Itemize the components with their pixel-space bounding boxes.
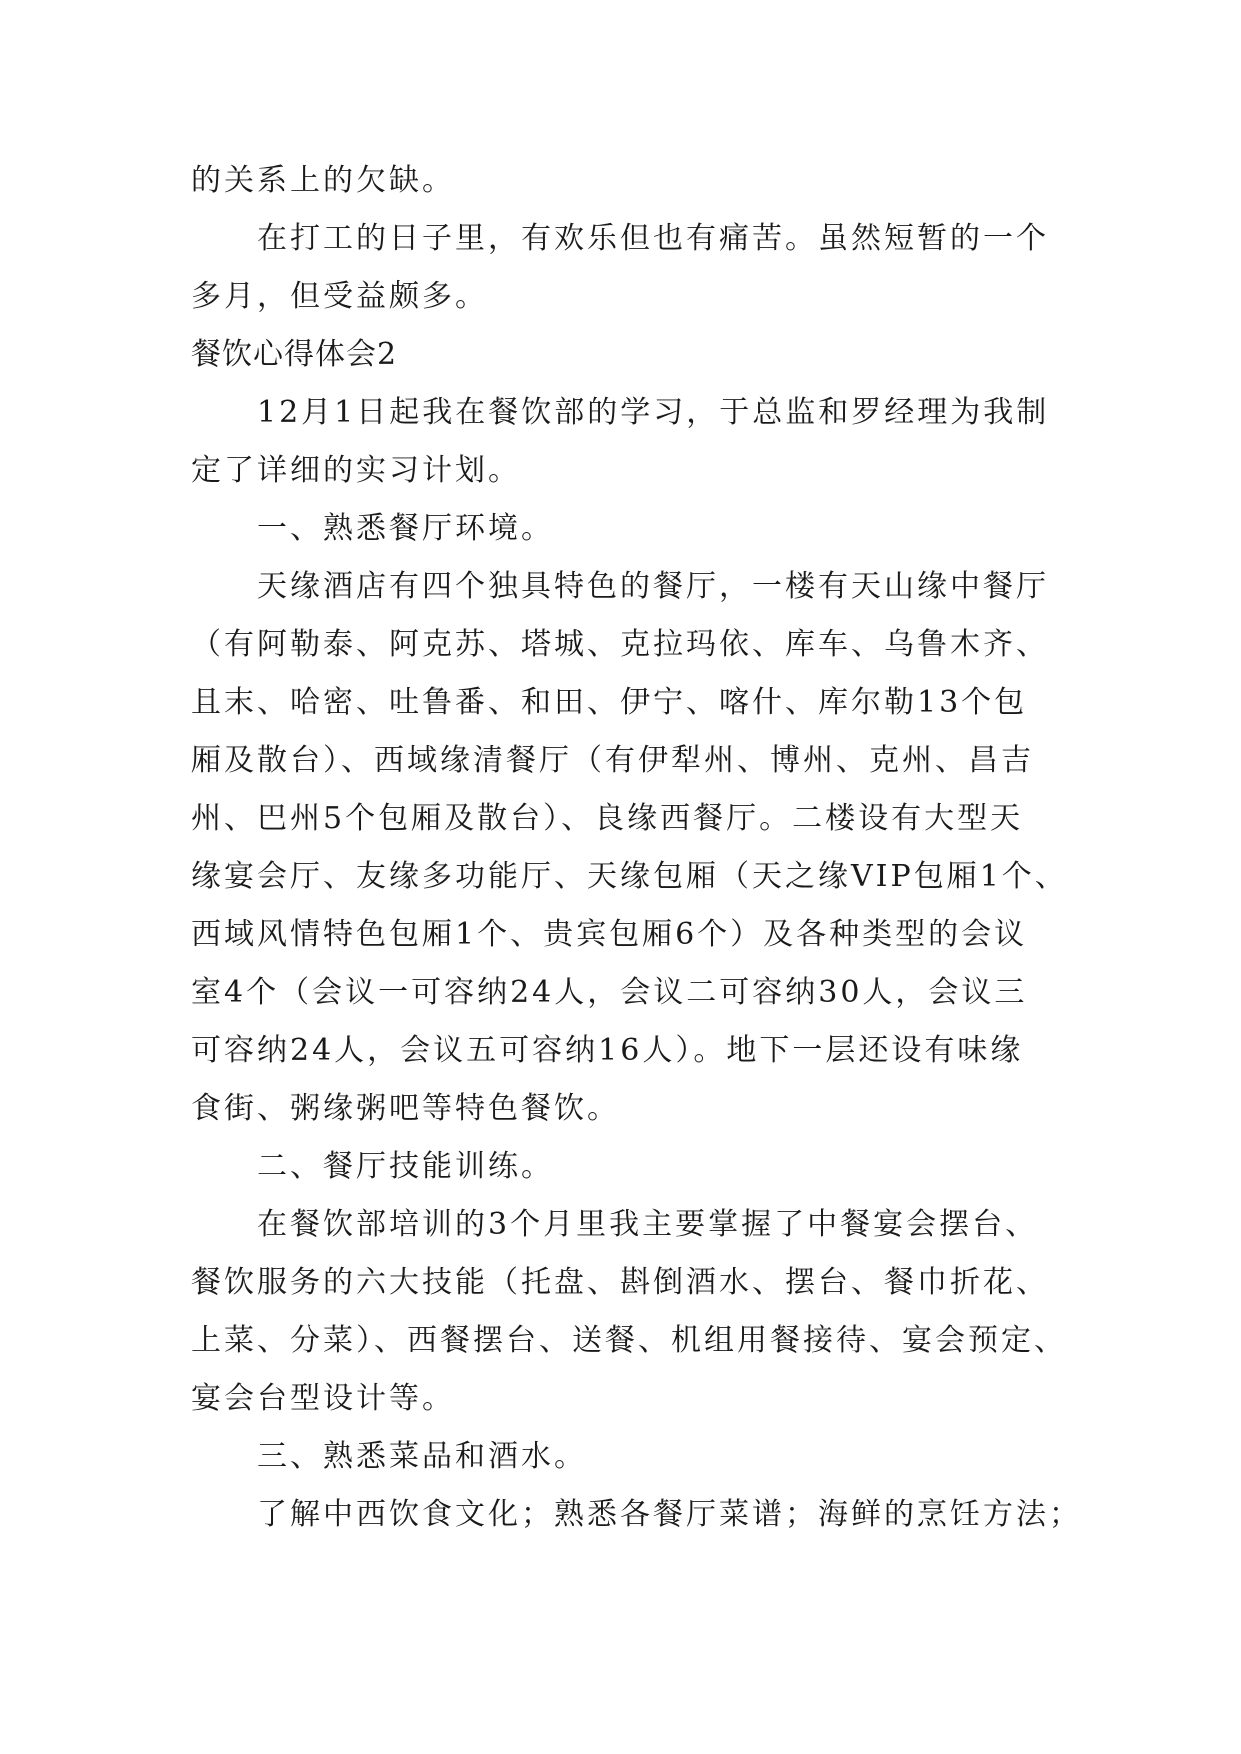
subheading-line: 一、熟悉餐厅环境。: [257, 511, 554, 546]
subheading-line: 三、熟悉菜品和酒水。: [257, 1439, 587, 1474]
text-line: 室4个（会议一可容纳24人，会议二可容纳30人，会议三: [191, 975, 1028, 1010]
paragraph-start-line: 在打工的日子里，有欢乐但也有痛苦。虽然短暂的一个: [257, 221, 1049, 256]
text-line: 厢及散台）、西域缘清餐厅（有伊犁州、博州、克州、昌吉: [191, 743, 1034, 778]
text-line: 州、巴州5个包厢及散台）、良缘西餐厅。二楼设有大型天: [191, 801, 1024, 836]
paragraph-start-line: 了解中西饮食文化；熟悉各餐厅菜谱；海鲜的烹饪方法；: [257, 1497, 1082, 1532]
text-line: 可容纳24人，会议五可容纳16人）。地下一层还设有味缘: [191, 1033, 1024, 1068]
text-line: 西域风情特色包厢1个、贵宾包厢6个）及各种类型的会议: [191, 917, 1028, 952]
paragraph-start-line: 天缘酒店有四个独具特色的餐厅，一楼有天山缘中餐厅: [257, 569, 1049, 604]
paragraph-start-line: 12月1日起我在餐饮部的学习，于总监和罗经理为我制: [257, 395, 1050, 430]
paragraph-start-line: 在餐饮部培训的3个月里我主要掌握了中餐宴会摆台、: [257, 1207, 1039, 1242]
text-line: （有阿勒泰、阿克苏、塔城、克拉玛依、库车、乌鲁木齐、: [191, 627, 1049, 662]
section-heading: 餐饮心得体会2: [191, 337, 398, 372]
text-line: 的关系上的欠缺。: [191, 163, 455, 198]
text-line: 且末、哈密、吐鲁番、和田、伊宁、喀什、库尔勒13个包: [191, 685, 1028, 720]
text-line: 上菜、分菜）、西餐摆台、送餐、机组用餐接待、宴会预定、: [191, 1323, 1067, 1358]
text-line: 多月，但受益颇多。: [191, 279, 488, 314]
text-line: 宴会台型设计等。: [191, 1381, 455, 1416]
text-line: 缘宴会厅、友缘多功能厅、天缘包厢（天之缘VIP包厢1个、: [191, 859, 1068, 894]
text-line: 食街、粥缘粥吧等特色餐饮。: [191, 1091, 620, 1126]
document-body: [191, 152, 1082, 1544]
text-line: 餐饮服务的六大技能（托盘、斟倒酒水、摆台、餐巾折花、: [191, 1265, 1049, 1300]
text-line: 定了详细的实习计划。: [191, 453, 521, 488]
subheading-line: 二、餐厅技能训练。: [257, 1149, 554, 1184]
